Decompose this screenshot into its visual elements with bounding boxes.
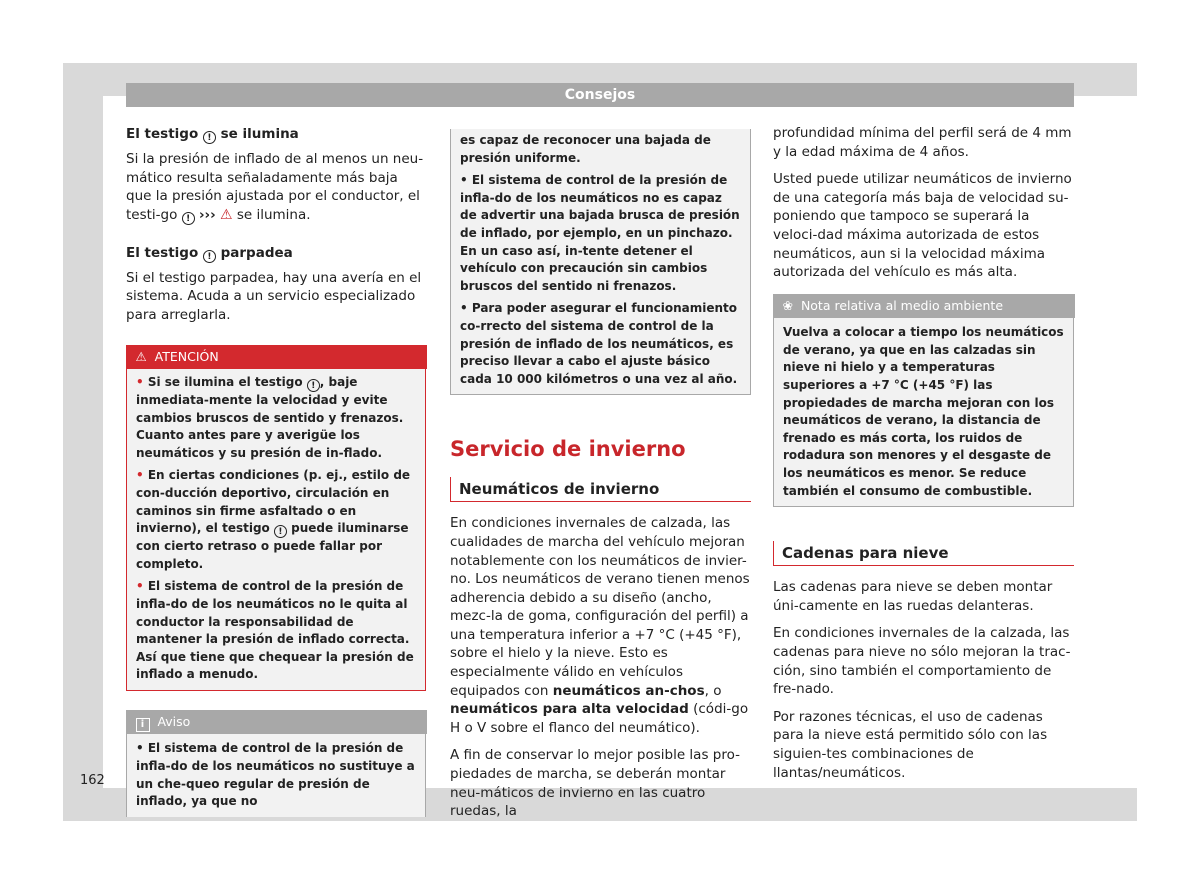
tire-pressure-warning-icon: !	[307, 379, 320, 392]
environment-note-body: Vuelva a colocar a tiempo los neumáticos de verano, ya que en las calzadas sin nieve ni hielo y a temperaturas superiores a +7 °C (+45 °F) las propiedades de marcha mejoran con los neumáticos de verano, la distancia de frenado es más corta, los ruidos de rodadura son menores y el desgaste de los neumáticos es menor. Se reduce también el consumo de combustible.	[783, 325, 1064, 498]
tire-pressure-warning-icon: !	[203, 131, 216, 144]
warning-box-body	[127, 369, 425, 690]
warning-box	[126, 346, 426, 691]
paragraph-cadenas-delanteras: Las cadenas para nieve se deben montar úni-camente en las ruedas delanteras.	[773, 579, 1053, 614]
paragraph-neumaticos-invierno: En condiciones invernales de calzada, las cualidades de marcha del vehículo mejoran notablemente con los neumáticos de invier-no. Los neumáticos de verano tienen menos adherencia debido a su diseño (ancho, mezc-la de goma, configuración del perfil) a una temperatura inferior a +7 °C (+45 °F), sobre el hielo y la nieve. Esto es especialmente válido en vehículos equipados con neumáticos an-chos, o neumáticos para alta velocidad (códi-go H o V sobre el flanco del neumático).	[450, 515, 750, 736]
page-header: Consejos	[126, 83, 1074, 107]
subheading-testigo-ilumina: El testigo ! se ilumina	[126, 126, 299, 143]
paragraph-categoria-velocidad: Usted puede utilizar neumáticos de invierno de una categoría más baja de velocidad su-poniendo que tampoco se superará la veloci-dad máxima autorizada de estos neumáticos, aun si la velocidad máxima autorizada del vehículo es más alta.	[773, 171, 1072, 281]
paragraph-testigo-parpadea: Si el testigo parpadea, hay una avería en el sistema. Acuda a un servicio especializado para arreglarla.	[126, 269, 422, 323]
note-box-title: i Aviso	[126, 710, 427, 734]
subsection-title: Neumáticos de invierno	[450, 477, 751, 502]
note-box-continued	[450, 129, 751, 395]
tire-pressure-warning-icon: !	[182, 212, 195, 225]
paragraph-cadenas-combinaciones: Por razones técnicas, el uso de cadenas para la nieve está permitido sólo con las siguien-tes combinaciones de llantas/neumáticos.	[773, 708, 1048, 781]
section-title: Servicio de invierno	[450, 437, 686, 462]
flower-icon: ❀	[782, 298, 793, 314]
note-item: • El sistema de control de la presión de infla-do de los neumáticos no es capaz de advertir una bajada brusca de presión de inflado, por ejemplo, en un pinchazo. En un caso así, in-tente detener el vehículo con precaución sin cambios bruscos del sentido ni frenazos.	[460, 173, 740, 293]
subheading-testigo-parpadea: El testigo ! parpadea	[126, 244, 293, 262]
note-item: • Para poder asegurar el funcionamiento co-rrecto del sistema de control de la presión de inflado de los neumáticos, es preciso llevar a cabo el ajuste básico cada 10 000 kilómetros o una vez al año.	[460, 301, 738, 386]
subsection-title: Cadenas para nieve	[773, 541, 1074, 566]
environment-note-box	[773, 295, 1074, 507]
note-box-continued-body	[451, 129, 750, 394]
note-box	[126, 711, 426, 817]
column-middle	[450, 124, 751, 821]
warning-triangle-icon: ⚠	[135, 349, 147, 365]
warning-box-title: ⚠ ATENCIÓN	[126, 345, 427, 369]
tire-pressure-warning-icon: !	[274, 525, 287, 538]
info-icon: i	[136, 718, 150, 732]
paragraph-profundidad: profundidad mínima del perfil será de 4 mm y la edad máxima de 4 años.	[773, 125, 1072, 160]
environment-note-title: ❀ Nota relativa al medio ambiente	[773, 294, 1075, 318]
column-left	[126, 124, 426, 817]
warning-item: • Si se ilumina el testigo ! , baje inmediata-mente la velocidad y evite cambios bruscos de sentido y frenazos. Cuanto antes pare y averigüe los neumáticos y su presión de in-flado.	[136, 375, 404, 460]
warning-item: • El sistema de control de la presión de infla-do de los neumáticos no le quita al conductor la responsabilidad de mantener la presión de inflado correcta. Así que tiene que chequear la presión de inflado a menudo.	[136, 579, 414, 682]
paragraph-testigo-ilumina: Si la presión de inflado de al menos un neu-mático resulta señaladamente más baja que la presión ajustada por el conductor, el testi-go ! ››› ⚠ se ilumina.	[126, 151, 424, 224]
warning-item: • En ciertas condiciones (p. ej., estilo de con-ducción deportivo, circulación en caminos sin firme asfaltado o en invierno), el testigo ! puede iluminarse con cierto retraso o puede fallar por completo.	[136, 468, 411, 571]
tire-pressure-warning-icon: !	[203, 250, 216, 263]
column-right	[773, 124, 1074, 782]
warning-triangle-icon: ⚠	[219, 206, 233, 223]
paragraph-cuatro-ruedas: A fin de conservar lo mejor posible las pro-piedades de marcha, se deberán montar neu-máticos de invierno en las cuatro ruedas, la	[450, 747, 740, 820]
note-box-body: • El sistema de control de la presión de infla-do de los neumáticos no sustituye a un che-queo regular de presión de inflado, ya que no	[136, 741, 415, 809]
paragraph-cadenas-traccion: En condiciones invernales de la calzada, las cadenas para nieve no sólo mejoran la trac-ción, sino también el comportamiento de fre-nado.	[773, 625, 1071, 698]
note-item: es capaz de reconocer una bajada de presión uniforme.	[460, 133, 711, 165]
arrows-icon: ›››	[198, 206, 216, 223]
page-number: 162	[80, 773, 105, 788]
